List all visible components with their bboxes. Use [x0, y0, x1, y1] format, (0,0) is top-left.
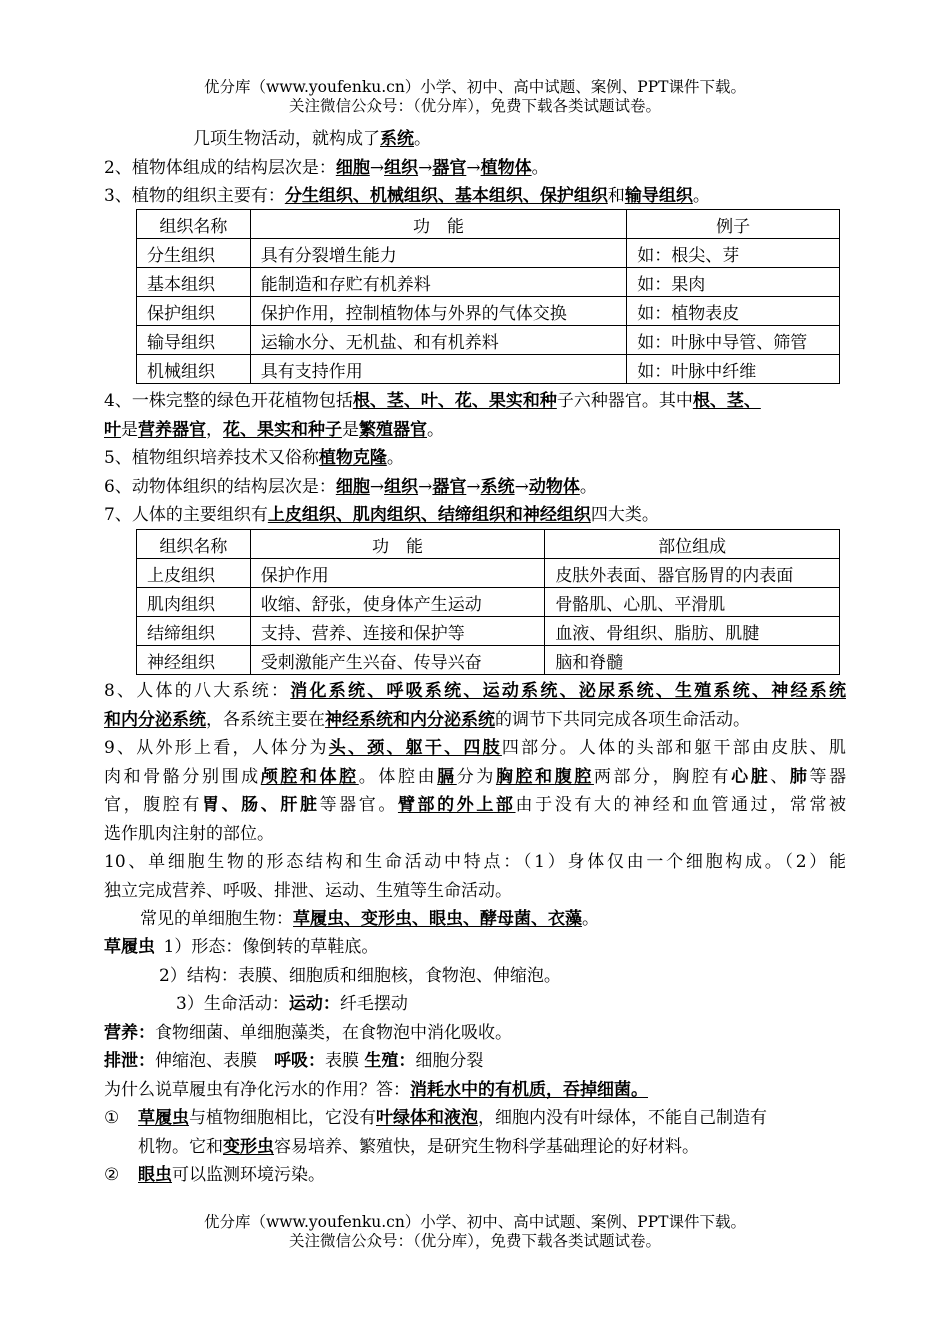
paragraph-5: 5、植物组织培养技术又俗称植物克隆。: [104, 448, 404, 468]
table-cell: 机械组织: [137, 355, 251, 384]
paragraph-13: 2）结构：表膜、细胞质和细胞核，食物泡、伸缩泡。: [159, 966, 561, 986]
table-cell: 支持、营养、连接和保护等: [250, 617, 545, 646]
table-cell: 收缩、舒张，使身体产生运动: [250, 588, 545, 617]
table-cell: 皮肤外表面、器官肠胃的内表面: [545, 559, 840, 588]
table-row: [137, 588, 840, 617]
table-header: 功 能: [250, 530, 545, 559]
table-cell: 血液、骨组织、脂肪、肌腱: [545, 617, 840, 646]
table-cell: 基本组织: [137, 268, 251, 297]
paragraph-12: 草履虫 1）形态：像倒转的草鞋底。: [104, 937, 379, 957]
table-cell: 输导组织: [137, 326, 251, 355]
paragraph-6: 6、动物体组织的结构层次是：细胞→组织→器官→系统→动物体。: [104, 477, 597, 497]
table-cell: 如：叶脉中导管、筛管: [627, 326, 840, 355]
table-cell: 具有支持作用: [250, 355, 627, 384]
table-header: 部位组成: [545, 530, 840, 559]
table-cell: 分生组织: [137, 239, 251, 268]
plant-tissue-table: [136, 209, 840, 384]
paragraph-4-cont: 叶是营养器官，花、果实和种子是繁殖器官。: [104, 420, 444, 440]
header-line-2: 关注微信公众号：（优分库），免费下载各类试题试卷。: [288, 97, 661, 115]
table-cell: 保护组织: [137, 297, 251, 326]
table-cell: 结缔组织: [137, 617, 251, 646]
paragraph-9-cont-1: 肉和骨骼分别围成颅腔和体腔。体腔由膈分为胸腔和腹腔两部分，胸腔有心脏、肺等器: [104, 767, 847, 787]
table-cell: 肌肉组织: [137, 588, 251, 617]
table-cell: 运输水分、无机盐、和有机养料: [250, 326, 627, 355]
table-header-row: [137, 530, 840, 559]
list-item-1: ① 草履虫与植物细胞相比，它没有叶绿体和液泡，细胞内没有叶绿体，不能自己制造有: [104, 1108, 767, 1128]
table-cell: 如：果肉: [627, 268, 840, 297]
table-row: [137, 355, 840, 384]
table-cell: 如：叶脉中纤维: [627, 355, 840, 384]
table-row: [137, 326, 840, 355]
list-item-2: ② 眼虫可以监测环境污染。: [104, 1165, 325, 1185]
paragraph-9-cont-3: 选作肌肉注射的部位。: [104, 824, 274, 844]
table-row: [137, 239, 840, 268]
paragraph-16: 排泄：伸缩泡、表膜 呼吸：表膜 生殖：细胞分裂: [104, 1051, 484, 1071]
table-header: 组织名称: [137, 210, 251, 239]
paragraph-10-cont: 独立完成营养、呼吸、排泄、运动、生殖等生命活动。: [104, 881, 512, 901]
list-item-1-cont: 机物。它和变形虫容易培养、繁殖快，是研究生物科学基础理论的好材料。: [138, 1137, 699, 1157]
paragraph-2: 2、植物体组成的结构层次是：细胞→组织→器官→植物体。: [104, 158, 549, 178]
page-header: [0, 78, 950, 116]
table-row: [137, 617, 840, 646]
paragraph-3: 3、植物的组织主要有：分生组织、机械组织、基本组织、保护组织和输导组织。: [104, 186, 710, 206]
table-cell: 具有分裂增生能力: [250, 239, 627, 268]
table-header-row: [137, 210, 840, 239]
paragraph-17: 为什么说草履虫有净化污水的作用？答：消耗水中的有机质，吞掉细菌。: [104, 1080, 648, 1100]
paragraph-14: 3）生命活动：运动：纤毛摆动: [176, 994, 408, 1014]
paragraph-9-cont-2: 官，腹腔有胃、肠、肝脏等器官。臂部的外上部由于没有大的神经和血管通过，常常被: [104, 795, 847, 815]
header-line-1: 优分库（www.youfenku.cn）小学、初中、高中试题、案例、PPT课件下载。: [203, 78, 747, 96]
table-cell: 如：植物表皮: [627, 297, 840, 326]
paragraph-9: 9、从外形上看，人体分为头、颈、躯干、四肢四部分。人体的头部和躯干部由皮肤、肌: [104, 738, 846, 758]
paragraph-7: 7、人体的主要组织有上皮组织、肌肉组织、结缔组织和神经组织四大类。: [104, 505, 659, 525]
human-tissue-table: [136, 529, 840, 675]
paragraph-4: 4、一株完整的绿色开花植物包括根、茎、叶、花、果实和种子六种器官。其中根、茎、: [104, 391, 761, 411]
paragraph-8-cont: 和内分泌系统，各系统主要在神经系统和内分泌系统的调节下共同完成各项生命活动。: [104, 710, 750, 730]
table-header: 组织名称: [137, 530, 251, 559]
table-cell: 脑和脊髓: [545, 646, 840, 675]
table-cell: 骨骼肌、心肌、平滑肌: [545, 588, 840, 617]
paragraph-8: 8、人体的八大系统：消化系统、呼吸系统、运动系统、泌尿系统、生殖系统、神经系统: [104, 681, 846, 701]
table-row: [137, 297, 840, 326]
table-cell: 能制造和存贮有机养料: [250, 268, 627, 297]
paragraph-10: 10、单细胞生物的形态结构和生命活动中特点：（1）身体仅由一个细胞构成。（2）能: [104, 852, 846, 872]
table-row: [137, 646, 840, 675]
table-header: 功 能: [250, 210, 627, 239]
page-footer: [0, 1213, 950, 1251]
table-row: [137, 559, 840, 588]
table-cell: 神经组织: [137, 646, 251, 675]
table-cell: 受刺激能产生兴奋、传导兴奋: [250, 646, 545, 675]
table-cell: 保护作用，控制植物体与外界的气体交换: [250, 297, 627, 326]
footer-line-1: 优分库（www.youfenku.cn）小学、初中、高中试题、案例、PPT课件下载。: [203, 1213, 747, 1231]
paragraph-11: 常见的单细胞生物：草履虫、变形虫、眼虫、酵母菌、衣藻。: [140, 909, 599, 929]
table-header: 例子: [627, 210, 840, 239]
footer-line-2: 关注微信公众号：（优分库），免费下载各类试题试卷。: [288, 1232, 661, 1250]
table-cell: 如：根尖、芽: [627, 239, 840, 268]
paragraph-1: 几项生物活动，就构成了系统。: [193, 129, 431, 149]
table-cell: 上皮组织: [137, 559, 251, 588]
table-row: [137, 268, 840, 297]
table-cell: 保护作用: [250, 559, 545, 588]
paragraph-15: 营养：食物细菌、单细胞藻类，在食物泡中消化吸收。: [104, 1023, 512, 1043]
